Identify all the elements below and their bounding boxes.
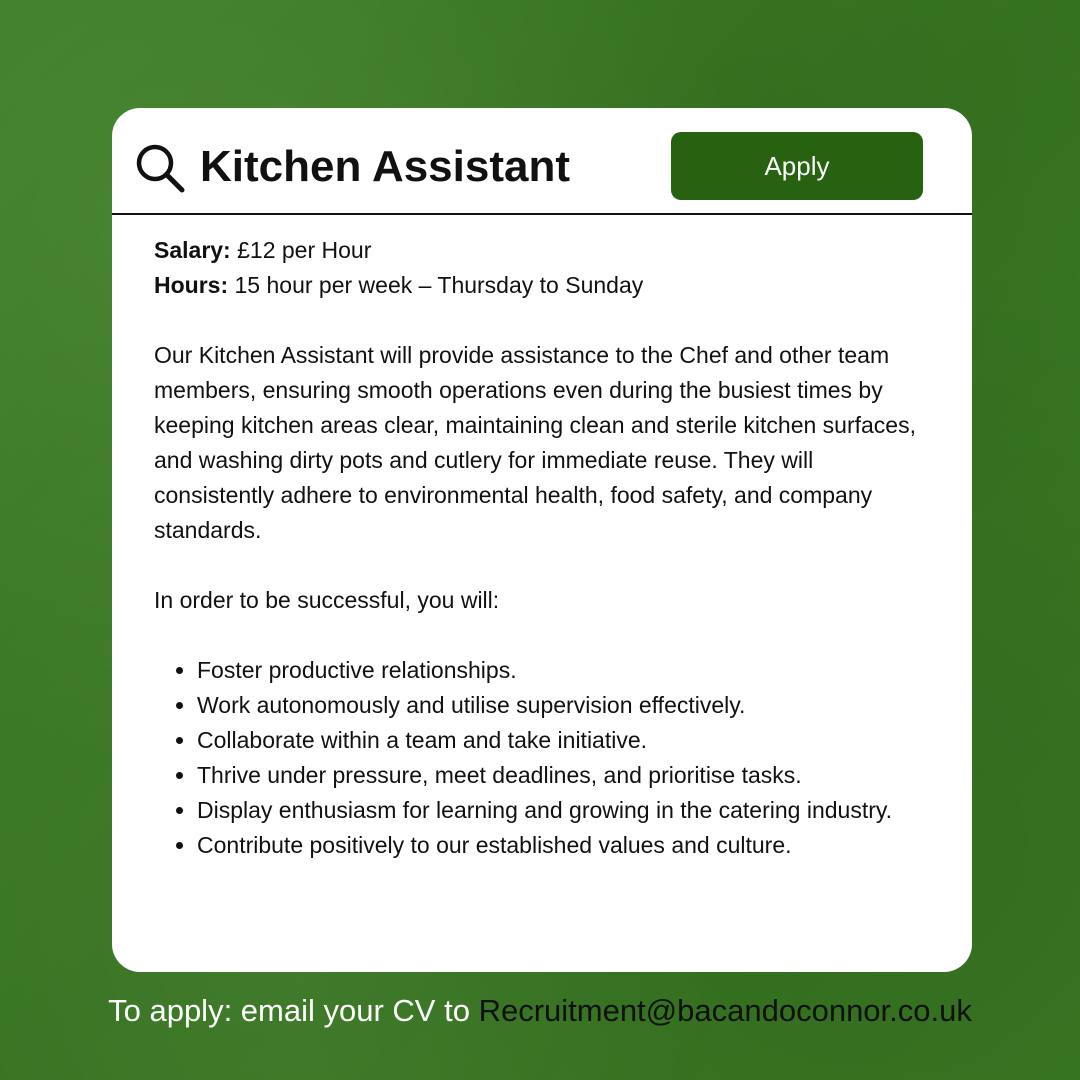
list-item: • Contribute positively to our established values and culture. [197,828,934,863]
salary-label: Salary: [154,237,231,263]
job-card [112,108,972,972]
job-description: Our Kitchen Assistant will provide assistance to the Chef and other team members, ensuring smooth operations even during the busiest times by keeping kitchen areas clear, maintaining clean and sterile kitchen surfaces, and washing dirty pots and cutlery for immediate reuse. They will consistently adhere to environmental health, food safety, and company standards. [154,342,916,543]
apply-instructions-text: To apply: email your CV to [108,993,479,1028]
requirements-intro: In order to be successful, you will: [154,587,500,613]
apply-button[interactable]: Apply [671,132,923,200]
card-header [112,108,972,215]
salary-line [154,233,934,268]
list-item: • Work autonomously and utilise supervision effectively. [197,688,934,723]
list-item: • Display enthusiasm for learning and growing in the catering industry. [197,793,934,828]
list-item: • Thrive under pressure, meet deadlines, and prioritise tasks. [197,758,934,793]
salary-value: £12 per Hour [237,237,372,263]
apply-instructions [0,990,1080,1032]
requirements-list [154,653,934,863]
hours-line [154,268,934,303]
recruitment-email-link[interactable]: Recruitment@bacandoconnor.co.uk [478,993,972,1028]
list-item: • Foster productive relationships. [197,653,934,688]
list-item: • Collaborate within a team and take initiative. [197,723,934,758]
hours-value: 15 hour per week – Thursday to Sunday [234,272,644,298]
hours-label: Hours: [154,272,229,298]
search-icon [134,142,186,194]
job-title: Kitchen Assistant [200,142,571,191]
job-details [154,233,934,863]
